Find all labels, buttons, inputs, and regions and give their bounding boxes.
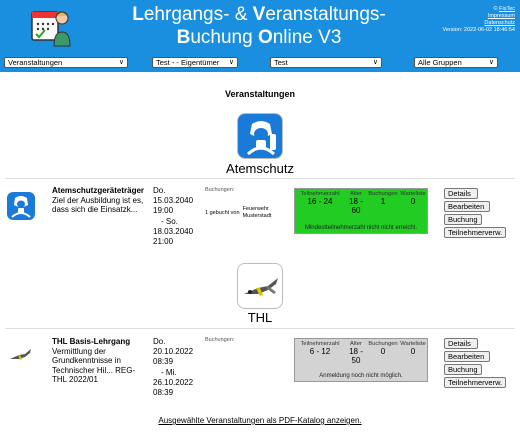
bookings-info: Buchungen: 1 gebucht von Feuerwehr Musterstadt — [205, 187, 272, 219]
app-title — [108, 3, 410, 49]
category-label: THL — [247, 310, 273, 325]
filter-bar — [0, 52, 520, 72]
status-box: Teilnehmerzahl Alter Buchungen Warteliste 6 - 12 18 - 50 0 0 Anmeldung noch nicht möglich. — [294, 338, 428, 382]
chevron-down-icon: ∨ — [372, 59, 378, 66]
impressum-link[interactable]: Impressum — [487, 13, 515, 19]
event-desc: Ziel der Ausbildung ist es, dass sich die Einsatzk... — [52, 195, 144, 215]
details-button[interactable]: Details — [444, 188, 478, 199]
title-fragment: O — [257, 27, 273, 48]
rescue-tool-icon[interactable] — [7, 341, 35, 369]
header-meta — [415, 6, 515, 34]
respirator-icon — [237, 113, 283, 159]
chevron-down-icon: ∨ — [228, 59, 234, 66]
status-box: Teilnehmerzahl Alter Buchungen Warteliste 16 - 24 18 - 60 1 0 Mindestteilnehmerzahl nicht nicht erreicht. — [294, 188, 428, 234]
copyright: © FisTec — [493, 6, 515, 12]
chevron-down-icon: ∨ — [488, 59, 494, 66]
edit-button[interactable]: Bearbeiten — [444, 351, 490, 362]
chevron-down-icon: ∨ — [118, 59, 124, 66]
status-note: Anmeldung noch nicht möglich. — [319, 373, 403, 379]
app-header — [0, 0, 520, 52]
title-fragment: L — [132, 4, 144, 25]
type-select[interactable]: Veranstaltungen ∨ — [4, 57, 128, 68]
bookings-info: Buchungen: — [205, 337, 235, 343]
fistec-link[interactable]: FisTec — [499, 6, 515, 12]
edit-button[interactable]: Bearbeiten — [444, 201, 490, 212]
category-label: Atemschutz — [226, 161, 294, 176]
rescue-tool-icon — [237, 263, 283, 309]
event-date: Do. 15.03.2040 19:00 - So. 18.03.2040 21:00 — [153, 186, 194, 247]
event-description[interactable] — [52, 186, 144, 215]
respirator-icon[interactable] — [7, 192, 35, 220]
owner-select[interactable]: Test - - Eigentümer ∨ — [152, 57, 238, 68]
title-fragment: eranstaltungs- — [265, 4, 386, 25]
booking-button[interactable]: Buchung — [444, 364, 482, 375]
divider — [5, 328, 515, 329]
title-fragment: uchung — [190, 27, 258, 48]
title-fragment: V — [252, 4, 266, 25]
booking-button[interactable]: Buchung — [444, 214, 482, 225]
pdf-catalog-link[interactable]: Ausgewählte Veranstaltungen als PDF-Katalog anzeigen. — [158, 416, 362, 425]
version-label: Version: 2022-06-02 18:46:54 — [442, 27, 515, 33]
event-actions — [444, 188, 508, 240]
group-select[interactable]: Alle Gruppen ∨ — [414, 57, 498, 68]
title-fragment: ehrgangs- & — [143, 4, 253, 25]
event-desc: Vermittlung der Grundkenntnisse in Technischer Hil... REG-THL 2022/01 — [52, 346, 136, 385]
title-fragment: B — [176, 27, 191, 48]
app-title-line-2 — [108, 26, 410, 49]
event-title[interactable]: Atemschutzgeräteträger — [52, 186, 145, 195]
organization-select[interactable]: Test ∨ — [270, 57, 382, 68]
participant-management-button[interactable]: Teilnehmerverw. — [444, 377, 506, 388]
event-actions — [444, 338, 508, 390]
calendar-user-logo-icon — [26, 2, 74, 50]
participant-management-button[interactable]: Teilnehmerverw. — [444, 227, 506, 238]
datenschutz-link[interactable]: Datenschutz — [484, 20, 515, 26]
event-date: Do. 20.10.2022 08:39 - Mi. 26.10.2022 08:39 — [153, 337, 194, 398]
divider — [5, 178, 515, 179]
event-description[interactable] — [52, 337, 144, 385]
app-title-line-1 — [108, 3, 410, 26]
title-fragment: nline V3 — [272, 27, 342, 48]
event-title[interactable]: THL Basis-Lehrgang — [52, 337, 131, 346]
details-button[interactable]: Details — [444, 338, 478, 349]
status-note: Mindestteilnehmerzahl nicht nicht erreicht. — [304, 225, 418, 231]
section-title: Veranstaltungen — [224, 89, 296, 99]
